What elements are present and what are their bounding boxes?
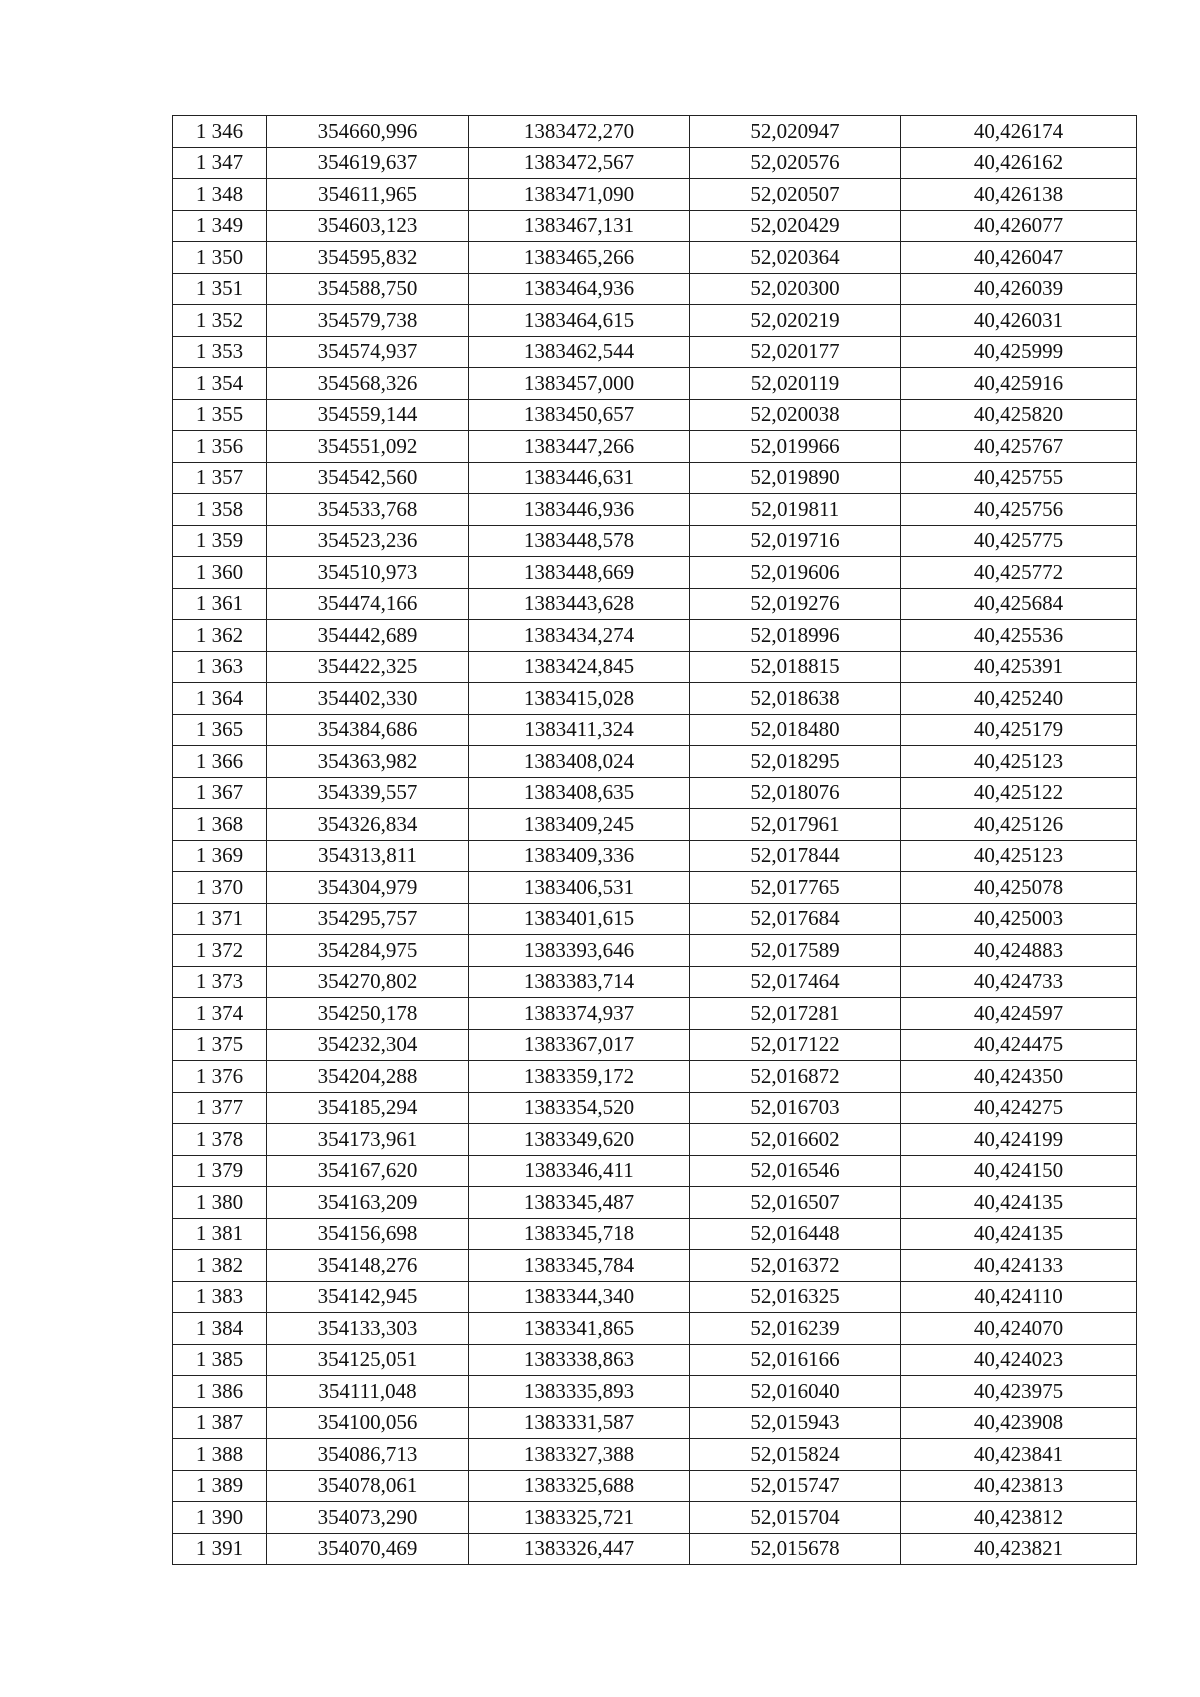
coord-y-cell: 1383346,411 [469,1155,690,1187]
latitude-cell: 52,016703 [690,1092,901,1124]
coord-x-cell: 354163,209 [267,1187,469,1219]
longitude-cell: 40,424733 [901,966,1137,998]
latitude-cell: 52,019716 [690,525,901,557]
point-number-cell: 1 382 [173,1250,267,1282]
longitude-cell: 40,423908 [901,1407,1137,1439]
table-row [173,494,1137,526]
coord-y-cell: 1383457,000 [469,368,690,400]
latitude-cell: 52,018480 [690,714,901,746]
coord-x-cell: 354579,738 [267,305,469,337]
longitude-cell: 40,426047 [901,242,1137,274]
latitude-cell: 52,017281 [690,998,901,1030]
latitude-cell: 52,020219 [690,305,901,337]
point-number-cell: 1 366 [173,746,267,778]
table-row [173,1533,1137,1565]
coord-x-cell: 354619,637 [267,147,469,179]
coord-x-cell: 354100,056 [267,1407,469,1439]
table-row [173,1155,1137,1187]
latitude-cell: 52,016448 [690,1218,901,1250]
coord-x-cell: 354313,811 [267,840,469,872]
table-row [173,557,1137,589]
table-row [173,1439,1137,1471]
point-number-cell: 1 361 [173,588,267,620]
coord-x-cell: 354284,975 [267,935,469,967]
coord-y-cell: 1383434,274 [469,620,690,652]
coord-x-cell: 354173,961 [267,1124,469,1156]
latitude-cell: 52,018638 [690,683,901,715]
point-number-cell: 1 384 [173,1313,267,1345]
coord-y-cell: 1383367,017 [469,1029,690,1061]
coord-y-cell: 1383465,266 [469,242,690,274]
latitude-cell: 52,018815 [690,651,901,683]
coord-x-cell: 354142,945 [267,1281,469,1313]
point-number-cell: 1 390 [173,1502,267,1534]
coord-x-cell: 354542,560 [267,462,469,494]
point-number-cell: 1 356 [173,431,267,463]
coord-x-cell: 354402,330 [267,683,469,715]
point-number-cell: 1 349 [173,210,267,242]
table-row [173,1502,1137,1534]
table-row [173,777,1137,809]
longitude-cell: 40,424275 [901,1092,1137,1124]
coord-y-cell: 1383472,567 [469,147,690,179]
point-number-cell: 1 354 [173,368,267,400]
coord-y-cell: 1383408,635 [469,777,690,809]
latitude-cell: 52,015747 [690,1470,901,1502]
point-number-cell: 1 374 [173,998,267,1030]
table-row [173,1344,1137,1376]
coord-x-cell: 354660,996 [267,116,469,148]
table-row [173,462,1137,494]
point-number-cell: 1 383 [173,1281,267,1313]
coord-y-cell: 1383467,131 [469,210,690,242]
coord-y-cell: 1383359,172 [469,1061,690,1093]
latitude-cell: 52,018295 [690,746,901,778]
longitude-cell: 40,424597 [901,998,1137,1030]
coord-y-cell: 1383462,544 [469,336,690,368]
coord-y-cell: 1383408,024 [469,746,690,778]
coord-x-cell: 354078,061 [267,1470,469,1502]
point-number-cell: 1 371 [173,903,267,935]
table-row [173,588,1137,620]
table-row [173,273,1137,305]
table-row [173,1313,1137,1345]
latitude-cell: 52,016602 [690,1124,901,1156]
longitude-cell: 40,423841 [901,1439,1137,1471]
table-row [173,305,1137,337]
point-number-cell: 1 372 [173,935,267,967]
latitude-cell: 52,019606 [690,557,901,589]
coord-x-cell: 354133,303 [267,1313,469,1345]
coord-y-cell: 1383409,336 [469,840,690,872]
coord-y-cell: 1383338,863 [469,1344,690,1376]
longitude-cell: 40,425536 [901,620,1137,652]
coord-y-cell: 1383354,520 [469,1092,690,1124]
longitude-cell: 40,425755 [901,462,1137,494]
point-number-cell: 1 347 [173,147,267,179]
coord-x-cell: 354574,937 [267,336,469,368]
longitude-cell: 40,425820 [901,399,1137,431]
longitude-cell: 40,424070 [901,1313,1137,1345]
latitude-cell: 52,016546 [690,1155,901,1187]
table-row [173,431,1137,463]
longitude-cell: 40,426162 [901,147,1137,179]
longitude-cell: 40,424133 [901,1250,1137,1282]
coord-x-cell: 354232,304 [267,1029,469,1061]
point-number-cell: 1 369 [173,840,267,872]
coord-y-cell: 1383446,936 [469,494,690,526]
point-number-cell: 1 385 [173,1344,267,1376]
coord-y-cell: 1383415,028 [469,683,690,715]
latitude-cell: 52,018996 [690,620,901,652]
longitude-cell: 40,425240 [901,683,1137,715]
latitude-cell: 52,020364 [690,242,901,274]
longitude-cell: 40,424883 [901,935,1137,967]
coord-x-cell: 354551,092 [267,431,469,463]
coord-x-cell: 354568,326 [267,368,469,400]
coord-x-cell: 354125,051 [267,1344,469,1376]
coord-y-cell: 1383325,721 [469,1502,690,1534]
longitude-cell: 40,425999 [901,336,1137,368]
point-number-cell: 1 389 [173,1470,267,1502]
coord-x-cell: 354185,294 [267,1092,469,1124]
point-number-cell: 1 365 [173,714,267,746]
longitude-cell: 40,424135 [901,1218,1137,1250]
longitude-cell: 40,425123 [901,840,1137,872]
point-number-cell: 1 386 [173,1376,267,1408]
latitude-cell: 52,016325 [690,1281,901,1313]
table-row [173,1376,1137,1408]
table-row [173,242,1137,274]
latitude-cell: 52,017122 [690,1029,901,1061]
table-row [173,714,1137,746]
table-row [173,683,1137,715]
latitude-cell: 52,019811 [690,494,901,526]
longitude-cell: 40,425756 [901,494,1137,526]
longitude-cell: 40,424150 [901,1155,1137,1187]
point-number-cell: 1 350 [173,242,267,274]
coord-x-cell: 354070,469 [267,1533,469,1565]
latitude-cell: 52,019966 [690,431,901,463]
coord-y-cell: 1383464,936 [469,273,690,305]
table-row [173,399,1137,431]
longitude-cell: 40,425078 [901,872,1137,904]
latitude-cell: 52,020119 [690,368,901,400]
longitude-cell: 40,423821 [901,1533,1137,1565]
table-row [173,179,1137,211]
coord-x-cell: 354595,832 [267,242,469,274]
table-row [173,1029,1137,1061]
longitude-cell: 40,423813 [901,1470,1137,1502]
point-number-cell: 1 367 [173,777,267,809]
table-row [173,368,1137,400]
coord-x-cell: 354559,144 [267,399,469,431]
latitude-cell: 52,016040 [690,1376,901,1408]
point-number-cell: 1 355 [173,399,267,431]
point-number-cell: 1 348 [173,179,267,211]
table-row [173,1061,1137,1093]
coord-y-cell: 1383471,090 [469,179,690,211]
coord-y-cell: 1383411,324 [469,714,690,746]
longitude-cell: 40,425179 [901,714,1137,746]
point-number-cell: 1 373 [173,966,267,998]
point-number-cell: 1 352 [173,305,267,337]
point-number-cell: 1 376 [173,1061,267,1093]
latitude-cell: 52,017589 [690,935,901,967]
coord-y-cell: 1383345,718 [469,1218,690,1250]
latitude-cell: 52,017765 [690,872,901,904]
coord-x-cell: 354167,620 [267,1155,469,1187]
point-number-cell: 1 358 [173,494,267,526]
point-number-cell: 1 346 [173,116,267,148]
table-row [173,1250,1137,1282]
table-row [173,651,1137,683]
latitude-cell: 52,015704 [690,1502,901,1534]
coord-x-cell: 354533,768 [267,494,469,526]
longitude-cell: 40,424350 [901,1061,1137,1093]
table-row [173,1281,1137,1313]
table-row [173,998,1137,1030]
longitude-cell: 40,425767 [901,431,1137,463]
table-row [173,1187,1137,1219]
latitude-cell: 52,020507 [690,179,901,211]
table-row [173,1470,1137,1502]
table-row [173,210,1137,242]
table-row [173,872,1137,904]
point-number-cell: 1 363 [173,651,267,683]
point-number-cell: 1 359 [173,525,267,557]
coord-y-cell: 1383472,270 [469,116,690,148]
coord-x-cell: 354603,123 [267,210,469,242]
coord-y-cell: 1383341,865 [469,1313,690,1345]
coord-y-cell: 1383335,893 [469,1376,690,1408]
latitude-cell: 52,020300 [690,273,901,305]
longitude-cell: 40,424475 [901,1029,1137,1061]
longitude-cell: 40,426077 [901,210,1137,242]
coord-x-cell: 354474,166 [267,588,469,620]
coord-y-cell: 1383349,620 [469,1124,690,1156]
latitude-cell: 52,017464 [690,966,901,998]
coord-y-cell: 1383450,657 [469,399,690,431]
longitude-cell: 40,425123 [901,746,1137,778]
longitude-cell: 40,424135 [901,1187,1137,1219]
coord-y-cell: 1383383,714 [469,966,690,998]
longitude-cell: 40,425684 [901,588,1137,620]
coord-y-cell: 1383448,578 [469,525,690,557]
point-number-cell: 1 357 [173,462,267,494]
point-number-cell: 1 364 [173,683,267,715]
coord-y-cell: 1383443,628 [469,588,690,620]
longitude-cell: 40,424110 [901,1281,1137,1313]
latitude-cell: 52,018076 [690,777,901,809]
point-number-cell: 1 362 [173,620,267,652]
table-row [173,336,1137,368]
longitude-cell: 40,424023 [901,1344,1137,1376]
point-number-cell: 1 381 [173,1218,267,1250]
coord-y-cell: 1383331,587 [469,1407,690,1439]
longitude-cell: 40,426031 [901,305,1137,337]
point-number-cell: 1 370 [173,872,267,904]
latitude-cell: 52,020177 [690,336,901,368]
table-row [173,966,1137,998]
coordinates-table-body [173,116,1137,1565]
coord-y-cell: 1383325,688 [469,1470,690,1502]
coord-x-cell: 354363,982 [267,746,469,778]
coord-y-cell: 1383327,388 [469,1439,690,1471]
longitude-cell: 40,423975 [901,1376,1137,1408]
latitude-cell: 52,016507 [690,1187,901,1219]
coord-x-cell: 354422,325 [267,651,469,683]
latitude-cell: 52,015824 [690,1439,901,1471]
longitude-cell: 40,425003 [901,903,1137,935]
coord-y-cell: 1383424,845 [469,651,690,683]
latitude-cell: 52,017684 [690,903,901,935]
longitude-cell: 40,423812 [901,1502,1137,1534]
latitude-cell: 52,020576 [690,147,901,179]
coord-y-cell: 1383447,266 [469,431,690,463]
table-row [173,1218,1137,1250]
longitude-cell: 40,424199 [901,1124,1137,1156]
latitude-cell: 52,020947 [690,116,901,148]
coord-x-cell: 354611,965 [267,179,469,211]
point-number-cell: 1 353 [173,336,267,368]
table-row [173,1092,1137,1124]
coord-y-cell: 1383393,646 [469,935,690,967]
longitude-cell: 40,425391 [901,651,1137,683]
coord-y-cell: 1383345,784 [469,1250,690,1282]
latitude-cell: 52,015678 [690,1533,901,1565]
table-row [173,840,1137,872]
point-number-cell: 1 378 [173,1124,267,1156]
coord-x-cell: 354523,236 [267,525,469,557]
coord-y-cell: 1383326,447 [469,1533,690,1565]
table-row [173,809,1137,841]
coordinates-table [172,115,1137,1565]
latitude-cell: 52,016239 [690,1313,901,1345]
coord-y-cell: 1383345,487 [469,1187,690,1219]
point-number-cell: 1 379 [173,1155,267,1187]
coord-x-cell: 354270,802 [267,966,469,998]
latitude-cell: 52,020038 [690,399,901,431]
coord-y-cell: 1383401,615 [469,903,690,935]
table-row [173,147,1137,179]
table-row [173,1407,1137,1439]
table-row [173,903,1137,935]
point-number-cell: 1 351 [173,273,267,305]
coord-y-cell: 1383446,631 [469,462,690,494]
longitude-cell: 40,425126 [901,809,1137,841]
table-row [173,935,1137,967]
longitude-cell: 40,426174 [901,116,1137,148]
latitude-cell: 52,016872 [690,1061,901,1093]
point-number-cell: 1 375 [173,1029,267,1061]
point-number-cell: 1 388 [173,1439,267,1471]
coord-x-cell: 354086,713 [267,1439,469,1471]
longitude-cell: 40,426138 [901,179,1137,211]
point-number-cell: 1 368 [173,809,267,841]
latitude-cell: 52,016166 [690,1344,901,1376]
coord-x-cell: 354304,979 [267,872,469,904]
coord-x-cell: 354339,557 [267,777,469,809]
latitude-cell: 52,019890 [690,462,901,494]
latitude-cell: 52,016372 [690,1250,901,1282]
coord-y-cell: 1383344,340 [469,1281,690,1313]
longitude-cell: 40,426039 [901,273,1137,305]
coord-y-cell: 1383409,245 [469,809,690,841]
coord-y-cell: 1383448,669 [469,557,690,589]
coord-x-cell: 354442,689 [267,620,469,652]
latitude-cell: 52,017844 [690,840,901,872]
latitude-cell: 52,020429 [690,210,901,242]
longitude-cell: 40,425772 [901,557,1137,589]
coord-y-cell: 1383406,531 [469,872,690,904]
coord-x-cell: 354204,288 [267,1061,469,1093]
coord-x-cell: 354295,757 [267,903,469,935]
table-row [173,116,1137,148]
coord-x-cell: 354588,750 [267,273,469,305]
table-row [173,525,1137,557]
latitude-cell: 52,019276 [690,588,901,620]
table-row [173,746,1137,778]
latitude-cell: 52,017961 [690,809,901,841]
longitude-cell: 40,425916 [901,368,1137,400]
table-row [173,1124,1137,1156]
point-number-cell: 1 380 [173,1187,267,1219]
table-row [173,620,1137,652]
coord-y-cell: 1383464,615 [469,305,690,337]
point-number-cell: 1 377 [173,1092,267,1124]
longitude-cell: 40,425775 [901,525,1137,557]
coord-x-cell: 354250,178 [267,998,469,1030]
coord-x-cell: 354384,686 [267,714,469,746]
coord-y-cell: 1383374,937 [469,998,690,1030]
coord-x-cell: 354148,276 [267,1250,469,1282]
longitude-cell: 40,425122 [901,777,1137,809]
coord-x-cell: 354510,973 [267,557,469,589]
point-number-cell: 1 391 [173,1533,267,1565]
point-number-cell: 1 387 [173,1407,267,1439]
coord-x-cell: 354111,048 [267,1376,469,1408]
coord-x-cell: 354073,290 [267,1502,469,1534]
point-number-cell: 1 360 [173,557,267,589]
latitude-cell: 52,015943 [690,1407,901,1439]
coord-x-cell: 354326,834 [267,809,469,841]
coord-x-cell: 354156,698 [267,1218,469,1250]
